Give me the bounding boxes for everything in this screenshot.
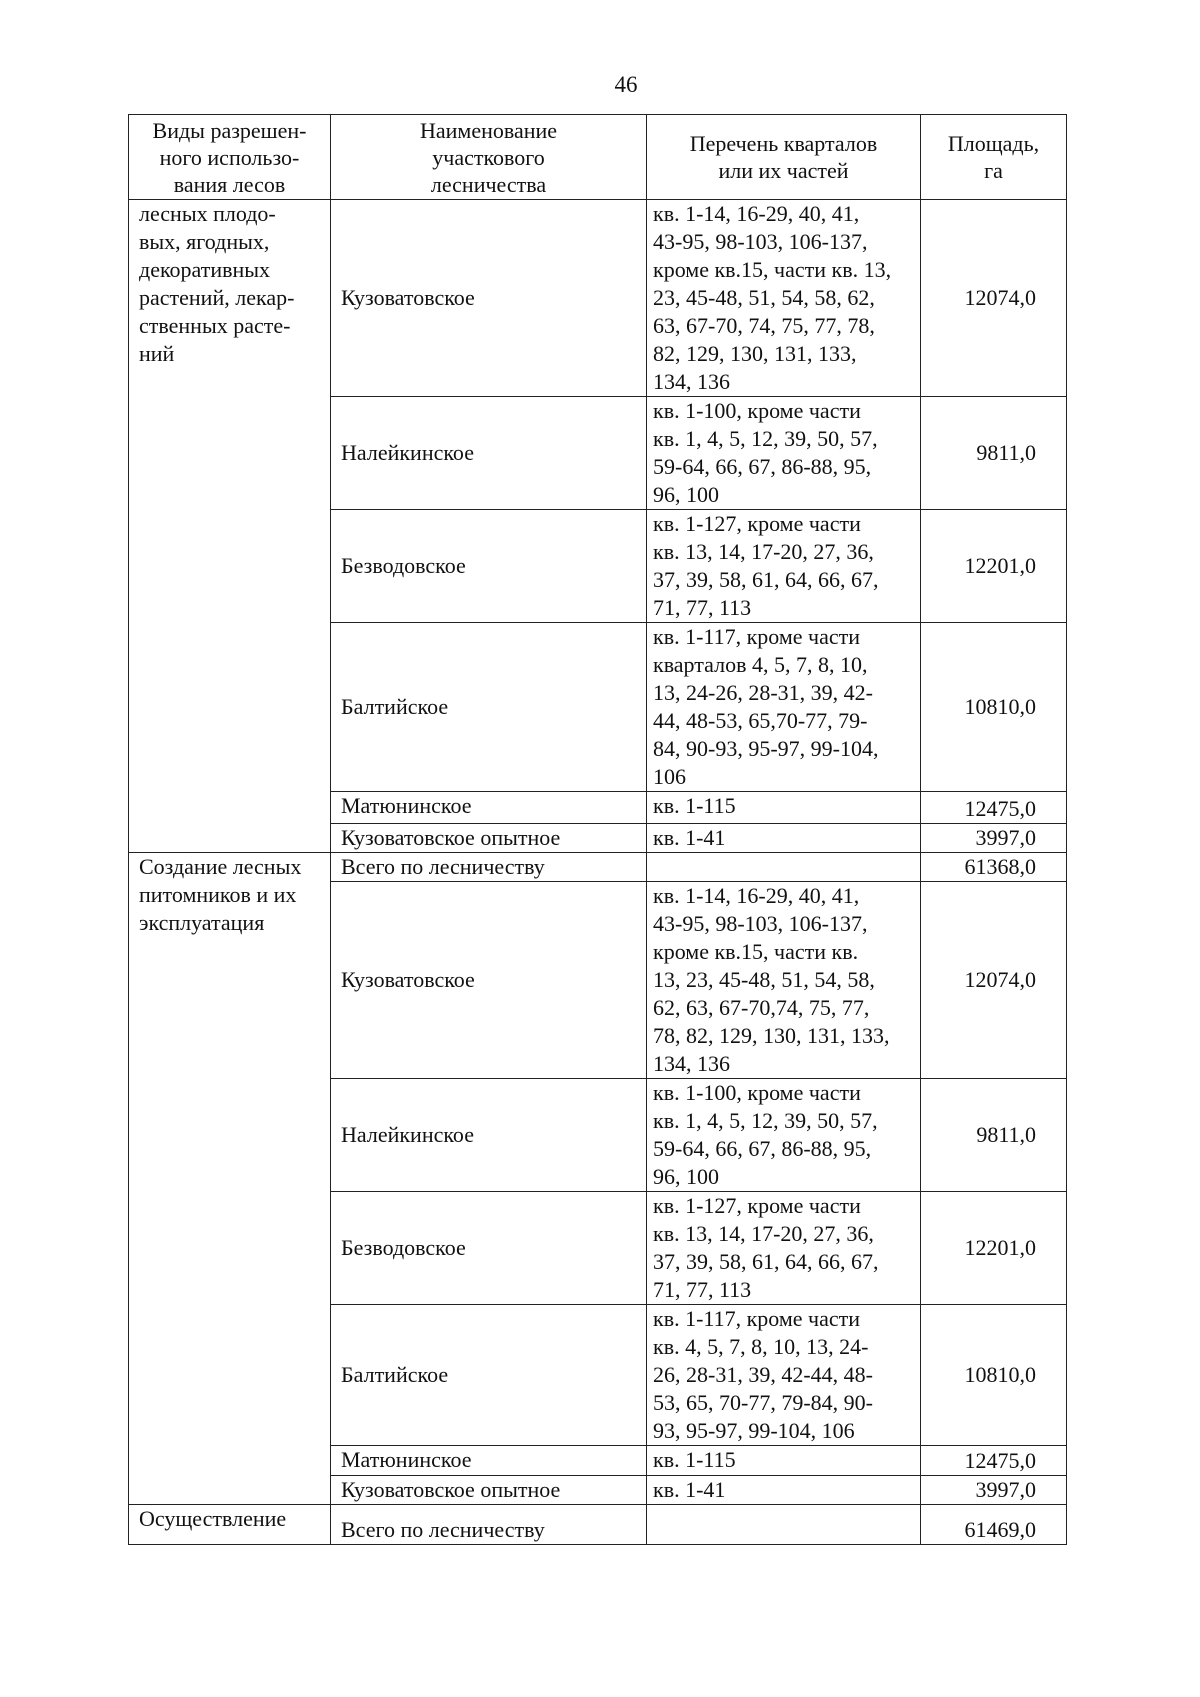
area-cell: 12475,0 xyxy=(921,1446,1067,1476)
quarters-cell: кв. 1-117, кроме части кварталов 4, 5, 7, 8, 10, 13, 24-26, 28-31, 39, 42- 44, 48-53, 65,70-77, 79- 84, 90-93, 95-97, 99-104, 106 xyxy=(647,623,921,792)
quarters-cell: кв. 1-117, кроме части кв. 4, 5, 7, 8, 10, 13, 24- 26, 28-31, 39, 42-44, 48- 53, 65, 70-77, 79-84, 90- 93, 95-97, 99-104, 106 xyxy=(647,1305,921,1446)
forest-use-table xyxy=(128,114,1067,1545)
use-type-cell: Осуществление xyxy=(129,1505,331,1545)
quarters-cell: кв. 1-115 xyxy=(647,792,921,824)
forestry-name-cell: Безводовское xyxy=(331,1192,647,1305)
table-row xyxy=(129,200,1067,397)
quarters-cell: кв. 1-100, кроме части кв. 1, 4, 5, 12, 39, 50, 57, 59-64, 66, 67, 86-88, 95, 96, 100 xyxy=(647,1079,921,1192)
quarters-cell: кв. 1-41 xyxy=(647,824,921,853)
forestry-name-cell: Балтийское xyxy=(331,1305,647,1446)
quarters-cell xyxy=(647,853,921,882)
table-row-total xyxy=(129,853,1067,882)
quarters-cell: кв. 1-14, 16-29, 40, 41, 43-95, 98-103, 106-137, кроме кв.15, части кв. 13, 23, 45-48, 51, 54, 58, 62, 63, 67-70,74, 75, 77, 78, 82, 129, 130, 131, 133, 134, 136 xyxy=(647,882,921,1079)
forestry-name-cell: Кузоватовское xyxy=(331,200,647,397)
quarters-cell: кв. 1-115 xyxy=(647,1446,921,1476)
area-cell: 12475,0 xyxy=(921,792,1067,824)
use-type-cell: лесных плодо- вых, ягодных, декоративных растений, лекар- ственных расте- ний xyxy=(129,200,331,853)
quarters-cell: кв. 1-127, кроме части кв. 13, 14, 17-20, 27, 36, 37, 39, 58, 61, 64, 66, 67, 71, 77, 113 xyxy=(647,510,921,623)
forestry-total-name-cell: Всего по лесничеству xyxy=(331,1505,647,1545)
header-forestry-name: Наименование участкового лесничества xyxy=(331,115,647,200)
area-cell: 12074,0 xyxy=(921,882,1067,1079)
area-cell: 3997,0 xyxy=(921,1476,1067,1505)
forestry-name-cell: Балтийское xyxy=(331,623,647,792)
area-cell: 10810,0 xyxy=(921,623,1067,792)
forestry-name-cell: Безводовское xyxy=(331,510,647,623)
area-cell: 12201,0 xyxy=(921,510,1067,623)
forestry-name-cell: Матюнинское xyxy=(331,792,647,824)
forestry-name-cell: Налейкинское xyxy=(331,397,647,510)
area-cell: 10810,0 xyxy=(921,1305,1067,1446)
quarters-cell: кв. 1-41 xyxy=(647,1476,921,1505)
table-row-total xyxy=(129,1505,1067,1545)
forestry-name-cell: Кузоватовское опытное xyxy=(331,824,647,853)
total-area-cell: 61469,0 xyxy=(921,1505,1067,1545)
page-number: 46 xyxy=(614,72,638,97)
header-use-type: Виды разрешен- ного использо- вания лесов xyxy=(129,115,331,200)
area-cell: 12074,0 xyxy=(921,200,1067,397)
forestry-name-cell: Кузоватовское xyxy=(331,882,647,1079)
use-type-cell: Создание лесных питомников и их эксплуатация xyxy=(129,853,331,1505)
total-area-cell: 61368,0 xyxy=(921,853,1067,882)
forestry-name-cell: Налейкинское xyxy=(331,1079,647,1192)
area-cell: 9811,0 xyxy=(921,397,1067,510)
area-cell: 3997,0 xyxy=(921,824,1067,853)
table-header-row xyxy=(129,115,1067,200)
header-quarters: Перечень кварталов или их частей xyxy=(647,115,921,200)
forestry-total-name-cell: Всего по лесничеству xyxy=(331,853,647,882)
area-cell: 12201,0 xyxy=(921,1192,1067,1305)
forestry-name-cell: Кузоватовское опытное xyxy=(331,1476,647,1505)
area-cell: 9811,0 xyxy=(921,1079,1067,1192)
quarters-cell: кв. 1-127, кроме части кв. 13, 14, 17-20, 27, 36, 37, 39, 58, 61, 64, 66, 67, 71, 77, 113 xyxy=(647,1192,921,1305)
header-area: Площадь, га xyxy=(921,115,1067,200)
quarters-cell: кв. 1-100, кроме части кв. 1, 4, 5, 12, 39, 50, 57, 59-64, 66, 67, 86-88, 95, 96, 100 xyxy=(647,397,921,510)
forestry-name-cell: Матюнинское xyxy=(331,1446,647,1476)
quarters-cell xyxy=(647,1505,921,1545)
quarters-cell: кв. 1-14, 16-29, 40, 41, 43-95, 98-103, 106-137, кроме кв.15, части кв. 13, 23, 45-48, 51, 54, 58, 62, 63, 67-70, 74, 75, 77, 78, 82, 129, 130, 131, 133, 134, 136 xyxy=(647,200,921,397)
